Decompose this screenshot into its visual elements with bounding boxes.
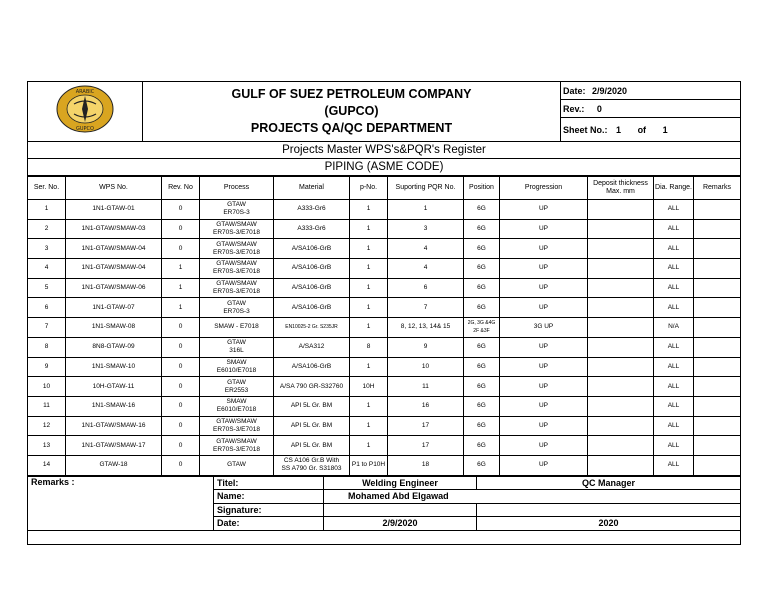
cell-dia-range: ALL [654, 357, 694, 377]
cell-material: API 5L Gr. BM [274, 436, 350, 456]
cell-pqr-no: 1 [388, 200, 464, 220]
sheet-cell [561, 118, 741, 142]
cell-dia-range: ALL [654, 239, 694, 259]
date-cell [561, 82, 741, 100]
cell-material: CS A106 Gr.B With SS A790 Gr. S31803 [274, 455, 350, 475]
cell-remarks [694, 200, 741, 220]
column-header-ser-no: Ser. No. [28, 177, 66, 200]
titel-welding: Welding Engineer [324, 476, 477, 490]
rev-cell [561, 100, 741, 118]
cell-p-no: P1 to P10H [350, 455, 388, 475]
cell-pqr-no: 3 [388, 219, 464, 239]
cell-remarks [694, 259, 741, 279]
cell-p-no: 1 [350, 259, 388, 279]
cell-deposit-thickness [588, 357, 654, 377]
register-sheet [27, 81, 740, 545]
cell-ser-no: 7 [28, 318, 66, 338]
company-name-block [143, 82, 561, 142]
table-row [28, 396, 741, 416]
table-row [28, 219, 741, 239]
cell-pqr-no: 4 [388, 239, 464, 259]
section-title: PIPING (ASME CODE) [28, 159, 741, 176]
cell-pqr-no: 17 [388, 416, 464, 436]
cell-dia-range: ALL [654, 259, 694, 279]
table-row [28, 318, 741, 338]
cell-rev-no: 1 [162, 259, 200, 279]
cell-dia-range: ALL [654, 278, 694, 298]
cell-progression: UP [500, 337, 588, 357]
name-value: Mohamed Abd Elgawad [324, 490, 741, 504]
cell-rev-no: 0 [162, 318, 200, 338]
cell-remarks [694, 416, 741, 436]
cell-wps-no: 1N1-GTAW/SMAW-04 [66, 239, 162, 259]
company-name: GULF OF SUEZ PETROLEUM COMPANY [231, 87, 472, 101]
cell-pqr-no: 11 [388, 377, 464, 397]
cell-dia-range: ALL [654, 219, 694, 239]
cell-p-no: 1 [350, 200, 388, 220]
cell-wps-no: 1N1-GTAW-01 [66, 200, 162, 220]
cell-p-no: 1 [350, 219, 388, 239]
cell-ser-no: 4 [28, 259, 66, 279]
table-row [28, 436, 741, 456]
cell-p-no: 1 [350, 298, 388, 318]
cell-p-no: 10H [350, 377, 388, 397]
cell-material: A/SA106-GrB [274, 357, 350, 377]
table-row [28, 416, 741, 436]
date-footer-label: Date: [214, 517, 324, 531]
cell-progression: UP [500, 219, 588, 239]
cell-wps-no: GTAW-18 [66, 455, 162, 475]
cell-deposit-thickness [588, 318, 654, 338]
cell-ser-no: 2 [28, 219, 66, 239]
cell-material: A333-Gr6 [274, 219, 350, 239]
cell-process: GTAW/SMAW ER70S-3/E7018 [200, 239, 274, 259]
cell-position: 6G [464, 298, 500, 318]
cell-position: 6G [464, 239, 500, 259]
cell-process: SMAW - E7018 [200, 318, 274, 338]
table-row [28, 377, 741, 397]
cell-rev-no: 0 [162, 455, 200, 475]
blank-footer-row [28, 530, 741, 544]
column-header-remarks: Remarks [694, 177, 741, 200]
cell-progression: UP [500, 396, 588, 416]
cell-ser-no: 3 [28, 239, 66, 259]
cell-rev-no: 0 [162, 337, 200, 357]
cell-progression: UP [500, 377, 588, 397]
cell-position: 6G [464, 259, 500, 279]
cell-material: A/SA312 [274, 337, 350, 357]
cell-process: GTAW/SMAW ER70S-3/E7018 [200, 259, 274, 279]
cell-ser-no: 5 [28, 278, 66, 298]
logo-top-text: ARABIC [75, 89, 95, 95]
cell-ser-no: 1 [28, 200, 66, 220]
cell-ser-no: 9 [28, 357, 66, 377]
cell-pqr-no: 17 [388, 436, 464, 456]
cell-progression: UP [500, 436, 588, 456]
cell-p-no: 1 [350, 239, 388, 259]
cell-progression: UP [500, 278, 588, 298]
cell-wps-no: 1N1-GTAW/SMAW-03 [66, 219, 162, 239]
cell-process: GTAW ER2553 [200, 377, 274, 397]
table-row [28, 278, 741, 298]
wps-register-table [27, 176, 741, 476]
cell-rev-no: 0 [162, 436, 200, 456]
sheet-no: 1 [616, 124, 622, 135]
cell-rev-no: 0 [162, 357, 200, 377]
cell-position: 6G [464, 416, 500, 436]
column-header-progression: Progression [500, 177, 588, 200]
cell-remarks [694, 357, 741, 377]
cell-material: API 5L Gr. BM [274, 416, 350, 436]
cell-ser-no: 8 [28, 337, 66, 357]
cell-deposit-thickness [588, 337, 654, 357]
cell-wps-no: 1N1-GTAW/SMAW-17 [66, 436, 162, 456]
cell-pqr-no: 16 [388, 396, 464, 416]
cell-progression: UP [500, 298, 588, 318]
titel-label: Titel: [214, 476, 324, 490]
cell-position: 6G [464, 278, 500, 298]
cell-deposit-thickness [588, 278, 654, 298]
cell-deposit-thickness [588, 396, 654, 416]
cell-remarks [694, 278, 741, 298]
cell-pqr-no: 4 [388, 259, 464, 279]
cell-position: 6G [464, 357, 500, 377]
header-table [27, 81, 741, 176]
remarks-label: Remarks : [28, 476, 214, 530]
cell-material: A/SA106-GrB [274, 298, 350, 318]
cell-deposit-thickness [588, 436, 654, 456]
cell-rev-no: 0 [162, 239, 200, 259]
cell-progression: UP [500, 455, 588, 475]
cell-remarks [694, 219, 741, 239]
cell-rev-no: 1 [162, 298, 200, 318]
cell-deposit-thickness [588, 416, 654, 436]
cell-process: GTAW 316L [200, 337, 274, 357]
cell-pqr-no: 6 [388, 278, 464, 298]
gupco-logo-icon [54, 84, 116, 134]
date-qc: 2020 [477, 517, 741, 531]
signature-welding [324, 503, 477, 517]
cell-position: 2G, 3G &4G 2F &3F [464, 318, 500, 338]
cell-deposit-thickness [588, 239, 654, 259]
company-abbrev: (GUPCO) [324, 104, 379, 118]
cell-progression: UP [500, 357, 588, 377]
cell-wps-no: 1N1-GTAW/SMAW-16 [66, 416, 162, 436]
table-row [28, 200, 741, 220]
department-name: PROJECTS QA/QC DEPARTMENT [250, 121, 453, 135]
cell-remarks [694, 239, 741, 259]
cell-remarks [694, 337, 741, 357]
cell-p-no: 1 [350, 436, 388, 456]
signature-label: Signature: [214, 503, 324, 517]
cell-wps-no: 1N1-GTAW-07 [66, 298, 162, 318]
cell-pqr-no: 7 [388, 298, 464, 318]
cell-rev-no: 0 [162, 416, 200, 436]
table-row [28, 357, 741, 377]
column-header-deposit-thickness: Deposit thickness Max. mm [588, 177, 654, 200]
cell-p-no: 1 [350, 357, 388, 377]
titel-qc: QC Manager [477, 476, 741, 490]
cell-material: A333-Gr6 [274, 200, 350, 220]
column-header-p-no: p-No. [350, 177, 388, 200]
cell-material: A/SA106-GrB [274, 259, 350, 279]
rev-value: 0 [596, 103, 602, 114]
signature-table [27, 476, 741, 545]
cell-position: 6G [464, 337, 500, 357]
cell-position: 6G [464, 200, 500, 220]
cell-process: GTAW/SMAW ER70S-3/E7018 [200, 436, 274, 456]
table-row [28, 337, 741, 357]
cell-p-no: 1 [350, 318, 388, 338]
of-label: of [637, 124, 647, 135]
cell-rev-no: 0 [162, 377, 200, 397]
cell-deposit-thickness [588, 298, 654, 318]
cell-progression: UP [500, 416, 588, 436]
rev-label: Rev.: [563, 103, 585, 114]
cell-process: GTAW/SMAW ER70S-3/E7018 [200, 219, 274, 239]
cell-dia-range: ALL [654, 396, 694, 416]
table-row [28, 259, 741, 279]
cell-progression: UP [500, 239, 588, 259]
cell-remarks [694, 298, 741, 318]
column-header-wps-no: WPS No. [66, 177, 162, 200]
cell-dia-range: ALL [654, 436, 694, 456]
cell-wps-no: 10H-GTAW-11 [66, 377, 162, 397]
date-welding: 2/9/2020 [324, 517, 477, 531]
cell-dia-range: N/A [654, 318, 694, 338]
cell-rev-no: 1 [162, 278, 200, 298]
cell-deposit-thickness [588, 200, 654, 220]
sheet-label: Sheet No.: [563, 124, 608, 135]
cell-ser-no: 6 [28, 298, 66, 318]
cell-deposit-thickness [588, 219, 654, 239]
cell-process: GTAW/SMAW ER70S-3/E7018 [200, 416, 274, 436]
table-row [28, 455, 741, 475]
column-header-dia-range: Dia. Range. [654, 177, 694, 200]
cell-material: A/SA 790 GR-S32760 [274, 377, 350, 397]
column-header-rev-no: Rev. No [162, 177, 200, 200]
cell-pqr-no: 8, 12, 13, 14& 15 [388, 318, 464, 338]
sheet-total: 1 [662, 124, 668, 135]
cell-position: 6G [464, 396, 500, 416]
cell-deposit-thickness [588, 259, 654, 279]
cell-wps-no: 1N1-GTAW/SMAW-04 [66, 259, 162, 279]
cell-dia-range: ALL [654, 455, 694, 475]
cell-dia-range: ALL [654, 200, 694, 220]
cell-ser-no: 11 [28, 396, 66, 416]
name-label: Name: [214, 490, 324, 504]
logo-cell [28, 82, 143, 142]
cell-p-no: 1 [350, 278, 388, 298]
cell-process: GTAW/SMAW ER70S-3/E7018 [200, 278, 274, 298]
cell-pqr-no: 10 [388, 357, 464, 377]
cell-dia-range: ALL [654, 337, 694, 357]
cell-position: 6G [464, 436, 500, 456]
cell-pqr-no: 18 [388, 455, 464, 475]
cell-progression: UP [500, 200, 588, 220]
date-label: Date: [563, 85, 586, 96]
cell-rev-no: 0 [162, 396, 200, 416]
cell-process: GTAW [200, 455, 274, 475]
column-header-material: Material [274, 177, 350, 200]
signature-qc [477, 503, 741, 517]
register-title: Projects Master WPS's&PQR's Register [28, 142, 741, 159]
cell-deposit-thickness [588, 455, 654, 475]
cell-process: SMAW E6010/E7018 [200, 357, 274, 377]
cell-remarks [694, 318, 741, 338]
cell-position: 6G [464, 219, 500, 239]
cell-pqr-no: 9 [388, 337, 464, 357]
cell-wps-no: 8N8-GTAW-09 [66, 337, 162, 357]
cell-progression: 3G UP [500, 318, 588, 338]
column-header-pqr-no: Suporting PQR No. [388, 177, 464, 200]
cell-p-no: 1 [350, 396, 388, 416]
cell-rev-no: 0 [162, 200, 200, 220]
cell-wps-no: 1N1-GTAW/SMAW-06 [66, 278, 162, 298]
cell-wps-no: 1N1-SMAW-10 [66, 357, 162, 377]
cell-material: EN10025-2 Gr. S235JR [274, 318, 350, 338]
cell-process: SMAW E6010/E7018 [200, 396, 274, 416]
date-value: 2/9/2020 [592, 85, 628, 96]
cell-material: API 5L Gr. BM [274, 396, 350, 416]
column-header-position: Position [464, 177, 500, 200]
table-row [28, 239, 741, 259]
cell-p-no: 1 [350, 416, 388, 436]
cell-rev-no: 0 [162, 219, 200, 239]
logo-bottom-text: GUPCO [76, 126, 94, 132]
cell-material: A/SA106-GrB [274, 278, 350, 298]
cell-material: A/SA106-GrB [274, 239, 350, 259]
cell-remarks [694, 377, 741, 397]
cell-remarks [694, 455, 741, 475]
cell-position: 6G [464, 455, 500, 475]
cell-wps-no: 1N1-SMAW-08 [66, 318, 162, 338]
column-header-process: Process [200, 177, 274, 200]
cell-dia-range: ALL [654, 416, 694, 436]
cell-ser-no: 14 [28, 455, 66, 475]
cell-remarks [694, 436, 741, 456]
cell-dia-range: ALL [654, 377, 694, 397]
cell-progression: UP [500, 259, 588, 279]
cell-dia-range: ALL [654, 298, 694, 318]
cell-p-no: 8 [350, 337, 388, 357]
cell-process: GTAW ER70S-3 [200, 298, 274, 318]
cell-process: GTAW ER70S-3 [200, 200, 274, 220]
cell-deposit-thickness [588, 377, 654, 397]
cell-position: 6G [464, 377, 500, 397]
table-header-row [28, 177, 741, 200]
table-row [28, 298, 741, 318]
cell-remarks [694, 396, 741, 416]
cell-ser-no: 12 [28, 416, 66, 436]
cell-wps-no: 1N1-SMAW-16 [66, 396, 162, 416]
cell-ser-no: 13 [28, 436, 66, 456]
cell-ser-no: 10 [28, 377, 66, 397]
